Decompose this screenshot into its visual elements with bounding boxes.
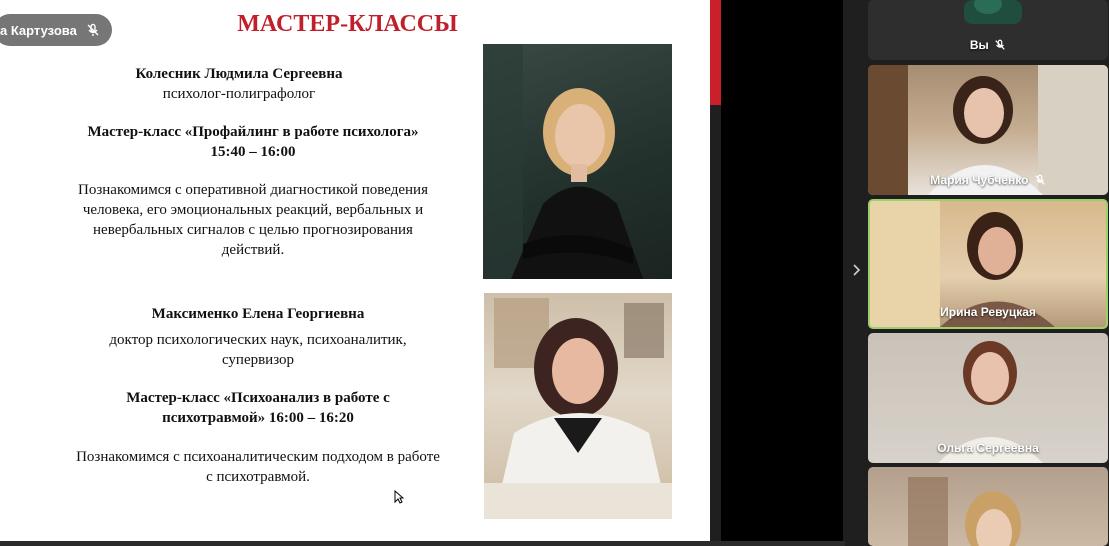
speaker2-photo <box>484 293 672 519</box>
participant-tile-self[interactable] <box>868 0 1108 60</box>
speaker1-class-title: Мастер-класс «Профайлинг в работе психолога» <box>87 124 419 140</box>
speaker1-photo <box>483 44 672 279</box>
participant-tile-active[interactable] <box>868 199 1108 329</box>
participant-tile[interactable] <box>868 467 1108 546</box>
participant-tile[interactable] <box>868 65 1108 195</box>
speaker2-name: Максименко Елена Георгиевна <box>151 306 365 322</box>
speaker2-desc-line: Познакомимся с психоаналитическим подходом в работе <box>76 449 440 465</box>
speaker1-name: Колесник Людмила Сергеевна <box>135 66 343 82</box>
participant-name: Вы <box>868 38 1108 52</box>
speaker1-desc-line: невербальных сигналов с целью прогнозирования <box>93 222 413 238</box>
slide-accent-bar <box>710 0 721 105</box>
speaker2-role-line: доктор психологических наук, психоаналитик, <box>109 332 407 348</box>
speaker1-desc-line: человека, его эмоциональных реакций, вербальных и <box>82 202 424 218</box>
video-thumbnail <box>868 467 1108 546</box>
participant-name: Ольга Сергеевна <box>937 441 1039 455</box>
speaker1-desc-line: действий. <box>221 242 285 258</box>
collapse-sidebar-button[interactable] <box>846 255 866 285</box>
mouse-cursor-icon <box>394 490 404 504</box>
mic-off-icon <box>994 39 1006 51</box>
speaker2-desc-line: с психотравмой. <box>206 469 310 485</box>
speaker2-class-title: Мастер-класс «Психоанализ в работе с <box>126 390 390 406</box>
chevron-right-icon <box>851 263 861 277</box>
screen-share-margin <box>721 0 843 541</box>
speaker1-role: психолог-полиграфолог <box>162 86 316 102</box>
speaker1-class-time: 15:40 – 16:00 <box>210 144 296 160</box>
slide-title: МАСТЕР-КЛАССЫ <box>237 11 458 37</box>
speaker1-desc-line: Познакомимся с оперативной диагностикой поведения <box>78 182 428 198</box>
mic-off-icon <box>1034 174 1046 186</box>
speaker2-class-time: психотравмой» 16:00 – 16:20 <box>162 410 354 426</box>
speaker2-role-line: супервизор <box>221 352 295 368</box>
participant-name: Мария Чубченко <box>868 173 1108 187</box>
participant-name: Ирина Ревуцкая <box>940 305 1036 319</box>
presenter-name-chip <box>0 14 112 46</box>
mic-off-icon <box>86 23 100 37</box>
presenter-name: а Картузова <box>0 22 77 38</box>
bottom-divider <box>0 541 845 546</box>
participant-tile[interactable] <box>868 333 1108 463</box>
